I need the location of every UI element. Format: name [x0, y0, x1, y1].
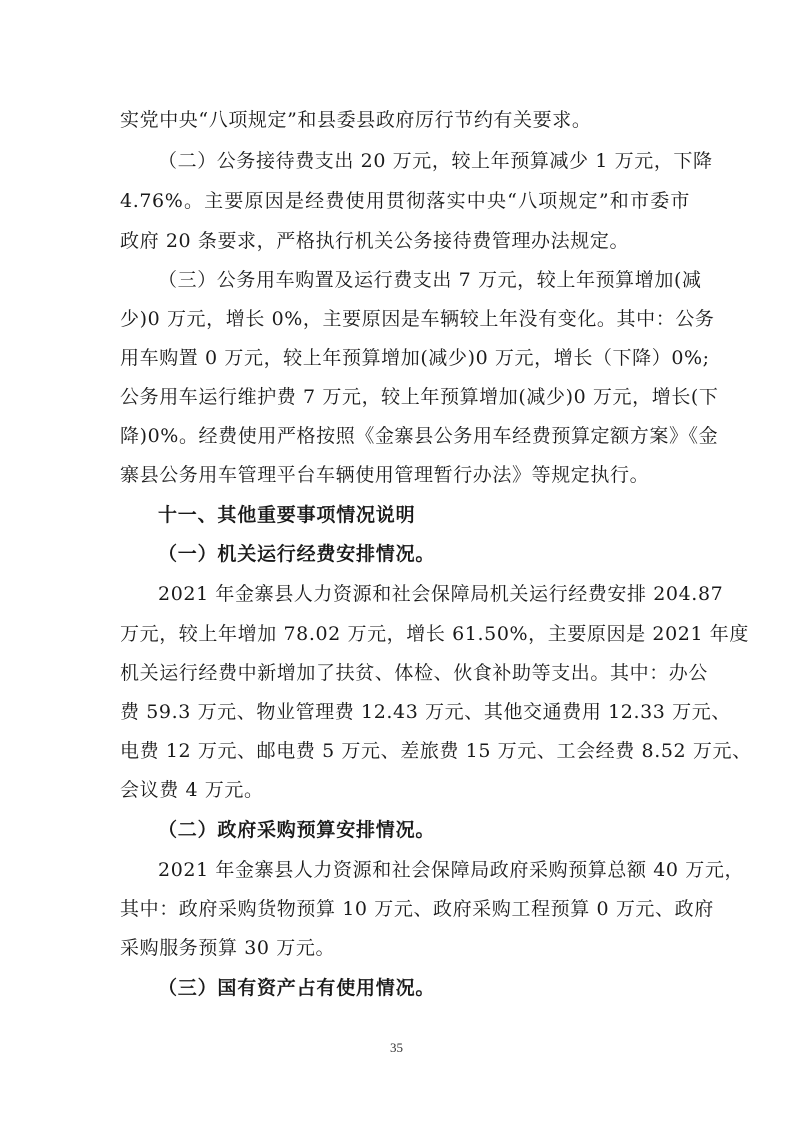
page-number: 35 [390, 1040, 403, 1055]
paragraph-line: （三）公务用车购置及运行费支出 7 万元，较上年预算增加(减 [158, 269, 702, 291]
paragraph-line: 电费 12 万元、邮电费 5 万元、差旅费 15 万元、工会经费 8.52 万元、 [120, 740, 752, 762]
paragraph-line: （二）公务接待费支出 20 万元，较上年预算减少 1 万元，下降 [158, 150, 713, 172]
paragraph-line: 采购服务预算 30 万元。 [120, 937, 336, 959]
subsection-heading: （一）机关运行经费安排情况。 [158, 543, 436, 565]
paragraph-line: 实党中央“八项规定”和县委县政府厉行节约有关要求。 [120, 109, 592, 131]
paragraph-line: 机关运行经费中新增加了扶贫、体检、伙食补助等支出。其中：办公 [120, 662, 709, 684]
paragraph-line: 少)0 万元，增长 0%，主要原因是车辆较上年没有变化。其中：公务 [120, 308, 715, 330]
paragraph-line: 政府 20 条要求，严格执行机关公务接待费管理办法规定。 [120, 230, 630, 252]
paragraph-line: 费 59.3 万元、物业管理费 12.43 万元、其他交通费用 12.33 万元、 [120, 701, 731, 723]
paragraph-line: 万元，较上年增加 78.02 万元，增长 61.50%，主要原因是 2021 年度 [120, 623, 749, 645]
section-heading: 十一、其他重要事项情况说明 [158, 504, 416, 526]
paragraph-line: 会议费 4 万元。 [120, 779, 264, 801]
paragraph-line: 2021 年金寨县人力资源和社会保障局机关运行经费安排 204.87 [158, 583, 724, 605]
paragraph-line: 公务用车运行维护费 7 万元，较上年预算增加(减少)0 万元，增长(下 [120, 386, 719, 408]
paragraph-line: 其中：政府采购货物预算 10 万元、政府采购工程预算 0 万元、政府 [120, 898, 714, 920]
paragraph-line: 降)0%。经费使用严格按照《金寨县公务用车经费预算定额方案》《金 [120, 425, 719, 447]
subsection-heading: （二）政府采购预算安排情况。 [158, 819, 436, 841]
subsection-heading: （三）国有资产占有使用情况。 [158, 977, 436, 999]
paragraph-line: 4.76%。主要原因是经费使用贯彻落实中央“八项规定”和市委市 [120, 190, 690, 212]
paragraph-line: 用车购置 0 万元，较上年预算增加(减少)0 万元，增长（下降）0%; [120, 347, 710, 369]
paragraph-line: 2021 年金寨县人力资源和社会保障局政府采购预算总额 40 万元， [158, 859, 745, 881]
paragraph-line: 寨县公务用车管理平台车辆使用管理暂行办法》等规定执行。 [120, 464, 650, 486]
